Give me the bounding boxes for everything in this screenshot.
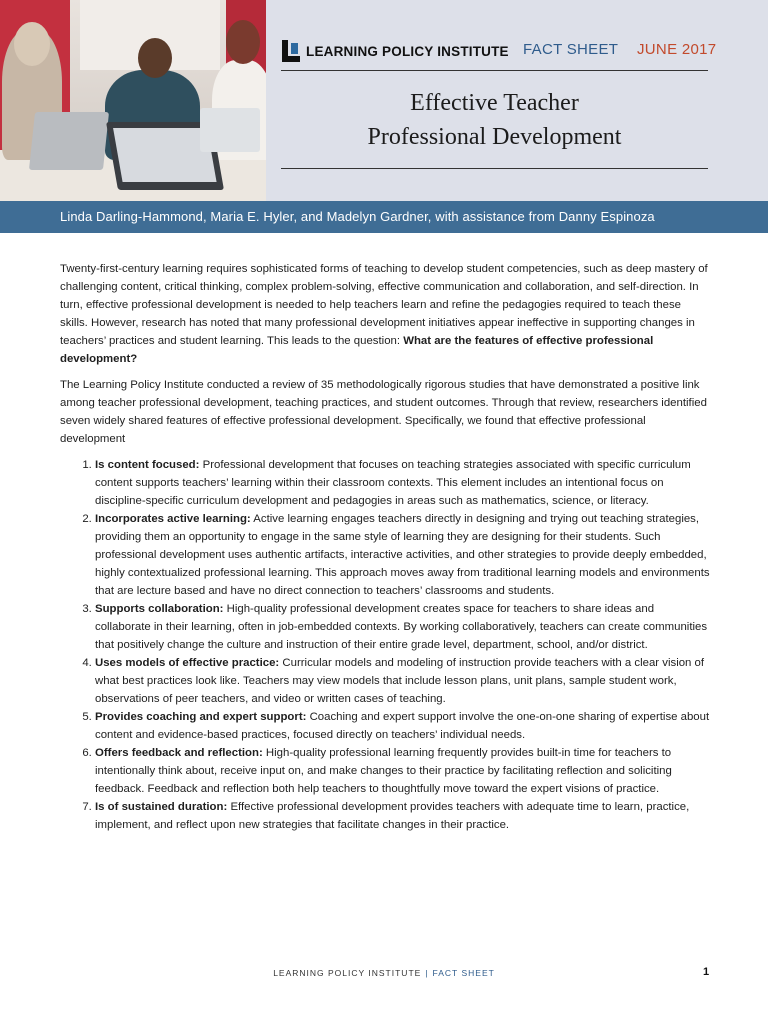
intro-text: Twenty-first-century learning requires sophisticated forms of teaching to develop student competencies, such as deep mastery of challenging content, critical thinking, complex problem-solving, effective communication and collaboration, and self-direction. In turn, effective professional development is needed to help teachers learn and refine the pedagogies required to teach these skills. However, research has noted that many professional development initiatives appear ineffective in supporting changes in teachers’ practices and student learning. This leads to the question: bbox=[60, 263, 708, 347]
org-logo bbox=[282, 40, 509, 62]
feature-text: High-quality professional learning frequently provides built-in time for teachers to intentionally think about, receive input on, and make changes to their practice by facilitating reflection and soliciting feedback. Feedback and reflection both help teachers to thoughtfully move toward the expert visions of practice. bbox=[95, 747, 672, 795]
logo-mark-icon bbox=[282, 40, 300, 62]
author-list: Linda Darling-Hammond, Maria E. Hyler, and Madelyn Gardner, with assistance from Danny Espinoza bbox=[60, 209, 655, 224]
title-line-2: Professional Development bbox=[367, 124, 622, 150]
list-item bbox=[95, 510, 710, 600]
header-panel bbox=[266, 0, 768, 201]
title-line-1: Effective Teacher bbox=[410, 90, 579, 116]
list-item bbox=[95, 456, 710, 510]
page-footer bbox=[0, 968, 768, 978]
author-bar bbox=[0, 201, 768, 233]
photo-person-left-head bbox=[14, 22, 50, 66]
footer-org: LEARNING POLICY INSTITUTE bbox=[273, 968, 422, 978]
feature-heading: Uses models of effective practice: bbox=[95, 657, 280, 669]
body-content bbox=[60, 260, 710, 834]
photo-laptop-right bbox=[200, 108, 260, 152]
feature-text: Coaching and expert support involve the one-on-one sharing of expertise about content and evidence-based practices, focused directly on teachers’ individual needs. bbox=[95, 711, 710, 741]
feature-text: High-quality professional development creates space for teachers to share ideas and collaborate in their learning, often in job-embedded contexts. By working collaboratively, teachers can create communities that positively change the culture and instruction of their entire grade level, department, school, and/or district. bbox=[95, 603, 708, 651]
list-item bbox=[95, 708, 710, 744]
header-rule-bottom bbox=[281, 168, 708, 169]
photo-person-center-head bbox=[138, 38, 172, 78]
photo-laptop-left bbox=[29, 112, 109, 170]
feature-text: Active learning engages teachers directly in designing and trying out teaching strategies, providing them an opportunity to engage in the same style of learning they are designing for their students. Such professional development uses authentic artifacts, interactive activities, and other strategies to provide deeply embedded, highly contextualized professional learning. This approach moves away from traditional learning models and environments that are lecture based and have no direct connection to teachers’ classrooms and students. bbox=[95, 513, 710, 597]
page-title bbox=[281, 86, 708, 154]
feature-heading: Is content focused: bbox=[95, 459, 200, 471]
feature-text: Curricular models and modeling of instruction provide teachers with a clear vision of what best practices look like. Teachers may view models that include lesson plans, unit plans, sample student work, observations of peer teachers, and video or written cases of teaching. bbox=[95, 657, 705, 705]
doc-type-label: FACT SHEET bbox=[523, 41, 619, 58]
feature-heading: Incorporates active learning: bbox=[95, 513, 251, 525]
feature-text: Effective professional development provides teachers with adequate time to learn, practice, implement, and reflect upon new strategies that facilitate changes in their practice. bbox=[95, 801, 690, 831]
feature-heading: Supports collaboration: bbox=[95, 603, 224, 615]
footer-doc-type: FACT SHEET bbox=[432, 968, 495, 978]
feature-heading: Provides coaching and expert support: bbox=[95, 711, 307, 723]
feature-heading: Offers feedback and reflection: bbox=[95, 747, 263, 759]
page-number: 1 bbox=[703, 966, 710, 978]
photo-person-right-head bbox=[226, 20, 260, 64]
publication-date: JUNE 2017 bbox=[637, 41, 717, 58]
header-rule-top bbox=[281, 70, 708, 71]
header-photo bbox=[0, 0, 266, 201]
feature-heading: Is of sustained duration: bbox=[95, 801, 228, 813]
list-item bbox=[95, 798, 710, 834]
feature-list bbox=[60, 456, 710, 834]
org-name: LEARNING POLICY INSTITUTE bbox=[306, 43, 509, 59]
feature-text: Professional development that focuses on teaching strategies associated with specific curriculum content supports teachers’ learning within their classroom contexts. This element includes an intentional focus on discipline-specific curriculum development and pedagogies in areas such as mathematics, science, or literacy. bbox=[95, 459, 691, 507]
intro-question: What are the features of effective professional development? bbox=[60, 335, 654, 365]
list-item bbox=[95, 654, 710, 708]
review-paragraph: The Learning Policy Institute conducted a review of 35 methodologically rigorous studies that have demonstrated a positive link among teacher professional development, teaching practices, and student outcomes. Through that review, researchers identified seven widely shared features of effective professional development. Specifically, we found that effective professional development bbox=[60, 379, 707, 445]
list-item bbox=[95, 600, 710, 654]
intro-paragraph bbox=[60, 260, 710, 368]
list-item bbox=[95, 744, 710, 798]
footer-separator: | bbox=[425, 968, 429, 978]
